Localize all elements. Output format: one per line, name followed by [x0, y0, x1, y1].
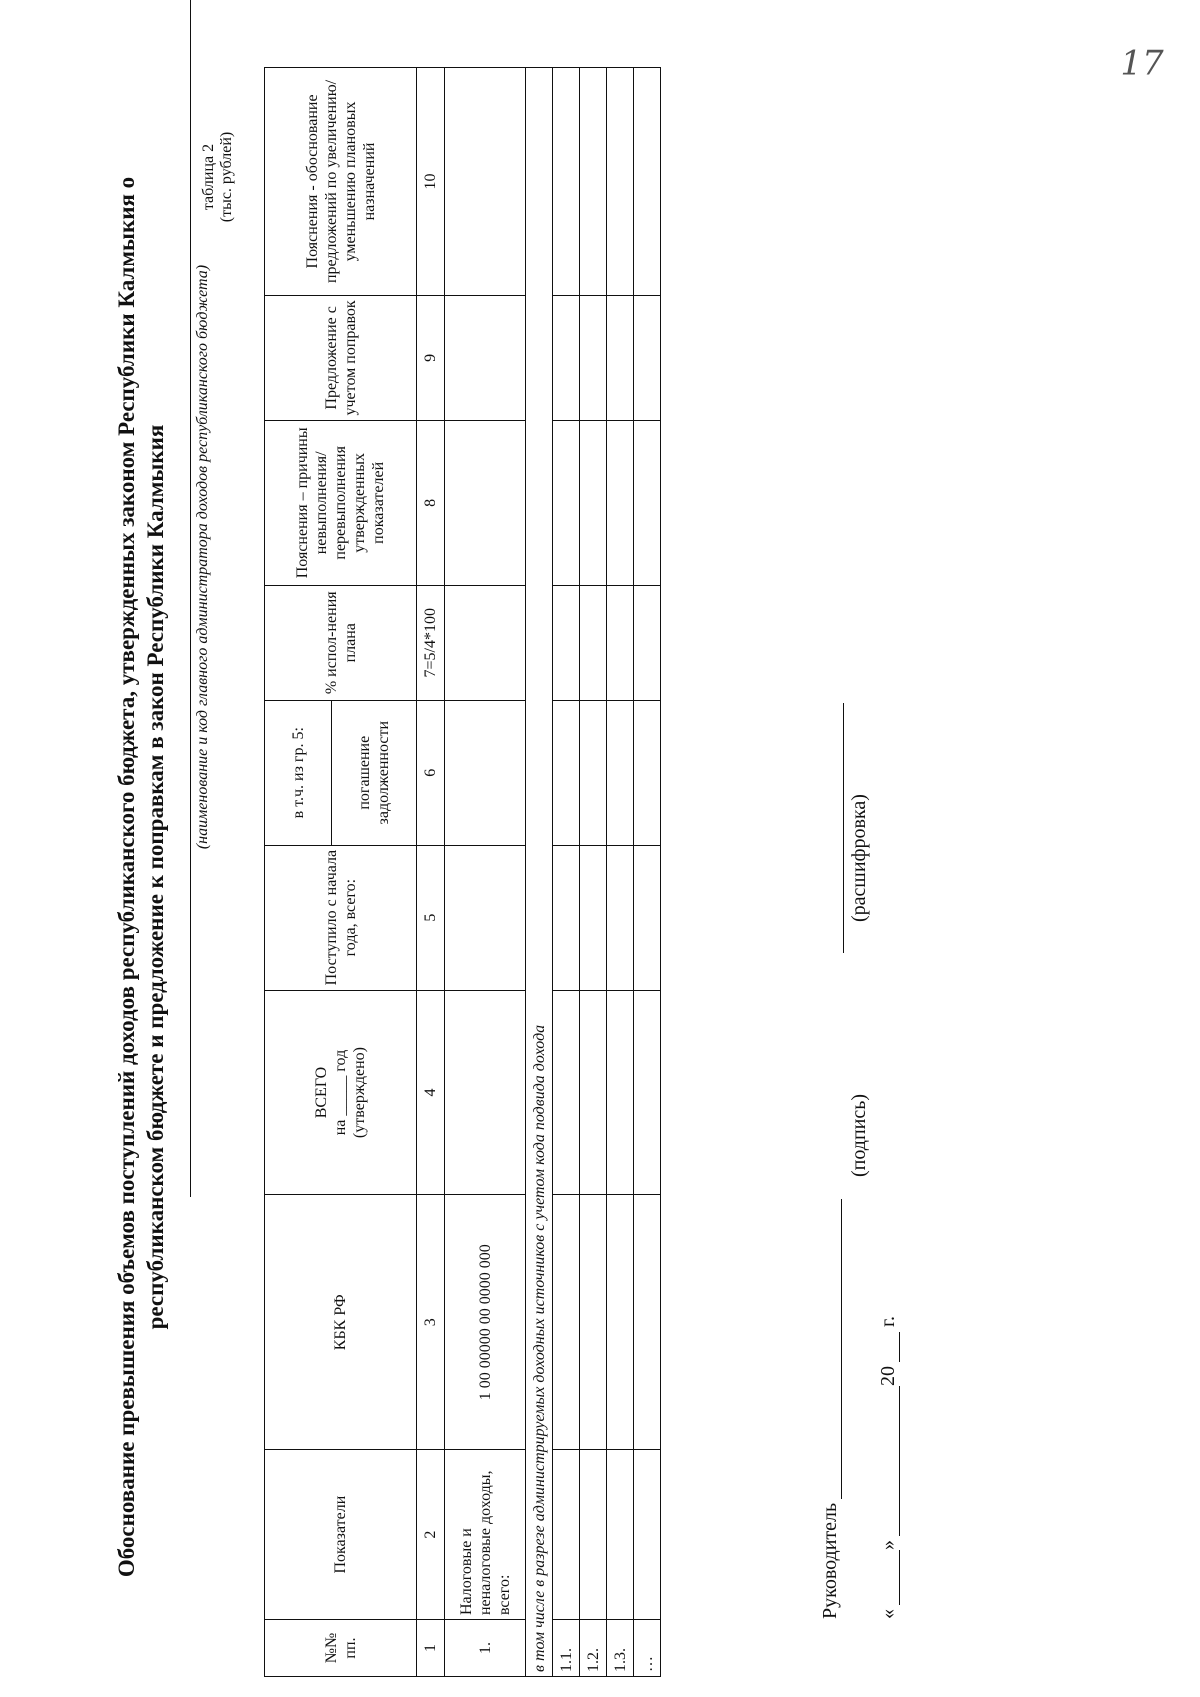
header-received: Поступило с начала года, всего: — [265, 845, 417, 990]
empty-cell — [445, 845, 526, 990]
table-row — [580, 68, 607, 1677]
row-num: … — [634, 1620, 661, 1677]
table-row — [634, 68, 661, 1677]
signature-line — [841, 1199, 842, 1499]
date-line — [876, 1316, 900, 1619]
num-cell: 7=5/4*100 — [417, 585, 445, 700]
header-total-c: (утверждено) — [351, 1046, 368, 1139]
header-num: №№ пп. — [265, 1620, 417, 1677]
date-close: » — [877, 1540, 899, 1550]
table-row — [607, 68, 634, 1677]
num-cell: 8 — [417, 420, 445, 585]
num-cell: 5 — [417, 845, 445, 990]
signature-head — [818, 1199, 842, 1619]
header-indicators: Показатели — [265, 1450, 417, 1620]
row-name: Налоговые и неналоговые доходы, всего: — [445, 1450, 526, 1620]
row-kbk: 1 00 00000 00 0000 000 — [445, 1195, 526, 1450]
header-proposal: Предложение с учетом поправок — [265, 295, 417, 420]
header-percent: % испол-нения плана — [265, 585, 417, 700]
header-total-a: ВСЕГО — [313, 1066, 330, 1119]
num-cell: 10 — [417, 68, 445, 296]
subtitle-cell: в том числе в разрезе администрируемых доходных источников с учетом кода подвида дохода — [526, 68, 553, 1677]
row-num: 1.3. — [607, 1620, 634, 1677]
num-cell: 2 — [417, 1450, 445, 1620]
head-label: Руководитель — [819, 1502, 841, 1619]
empty-cell — [445, 990, 526, 1195]
empty-cell — [445, 585, 526, 700]
num-cell: 4 — [417, 990, 445, 1195]
row-num: 1.1. — [553, 1620, 580, 1677]
date-open: « — [877, 1609, 899, 1619]
page-number: 17 — [1120, 43, 1164, 84]
num-cell: 6 — [417, 700, 445, 845]
header-kbk: КБК РФ — [265, 1195, 417, 1450]
header-total — [265, 990, 417, 1195]
decode-caption: (расшифровка) — [848, 794, 870, 922]
decode-line — [843, 703, 844, 953]
header-row — [265, 68, 332, 1677]
num-cell: 3 — [417, 1195, 445, 1450]
revenue-table — [264, 67, 661, 1677]
document-title — [112, 117, 170, 1637]
header-debt: погашение задолженности — [332, 700, 417, 845]
subtitle-row — [526, 68, 553, 1677]
header-including: в т.ч. из гр. 5: — [265, 700, 332, 845]
table-row — [445, 68, 526, 1677]
header-reasons: Пояснения – причины невыполнения/ перевыполнения утвержденных показателей — [265, 420, 417, 585]
date-year: 20 — [877, 1366, 899, 1386]
row-num: 1. — [445, 1620, 526, 1677]
table-units: (тыс. рублей) — [218, 131, 235, 223]
num-cell: 9 — [417, 295, 445, 420]
row-num: 1.2. — [580, 1620, 607, 1677]
header-justification: Пояснения - обоснование предложений по увеличению/уменьшению плановых назначений — [265, 68, 417, 296]
date-suffix: г. — [877, 1316, 899, 1327]
table-row — [553, 68, 580, 1677]
empty-cell — [445, 700, 526, 845]
empty-cell — [445, 295, 526, 420]
number-row — [417, 68, 445, 1677]
table-number: таблица 2 — [200, 143, 217, 211]
admin-caption: (наименование и код главного администратора доходов республиканского бюджета) — [194, 264, 211, 850]
signature-caption: (подпись) — [848, 1093, 870, 1177]
admin-underline — [190, 0, 191, 1197]
title-line-2: республиканском бюджете и предложение к поправкам в закон Республики Калмыкия — [143, 424, 168, 1330]
table-label — [200, 77, 236, 277]
title-line-1: Обоснование превышения объемов поступлений доходов республиканского бюджета, утвержденных законом Республики Калмыкия о — [114, 176, 139, 1578]
empty-cell — [445, 420, 526, 585]
header-total-b: на _____ год — [332, 1049, 349, 1136]
empty-cell — [445, 68, 526, 296]
num-cell: 1 — [417, 1620, 445, 1677]
